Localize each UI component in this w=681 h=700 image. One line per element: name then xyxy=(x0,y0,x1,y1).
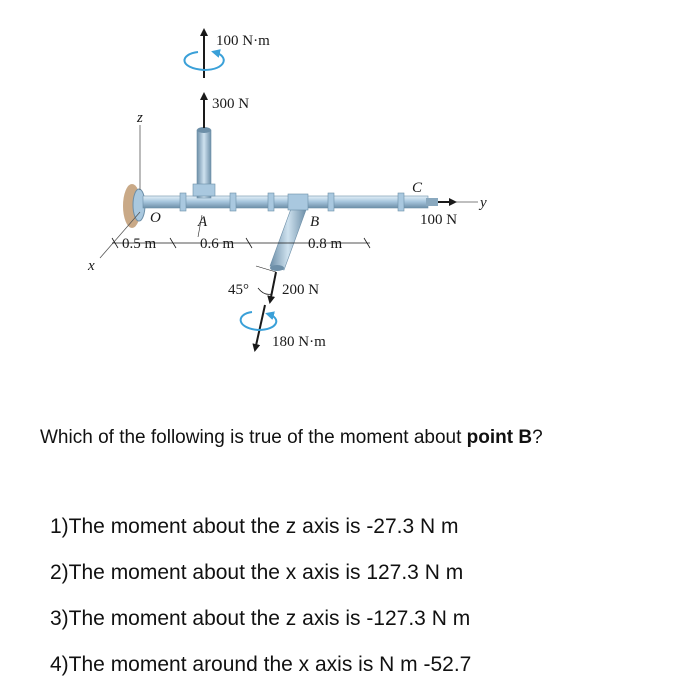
option-4[interactable]: 4)The moment around the x axis is N m -52.7 xyxy=(50,653,472,676)
angle-arc xyxy=(258,288,272,294)
pipe-branch-b xyxy=(270,206,306,270)
question-suffix: ? xyxy=(532,427,543,448)
coupling xyxy=(230,193,236,211)
point-a-label: A xyxy=(198,214,208,230)
moment-bottom-label: 180 N·m xyxy=(272,334,326,350)
point-o-label: O xyxy=(150,210,161,226)
dim-3-label: 0.8 m xyxy=(308,236,343,252)
coupling xyxy=(268,193,274,211)
force-200-arrow xyxy=(270,272,276,302)
option-2[interactable]: 2)The moment about the x axis is 127.3 N m xyxy=(50,561,464,584)
coupling xyxy=(398,193,404,211)
x-axis-label: x xyxy=(88,258,95,274)
moment-180-arrow xyxy=(255,305,265,350)
dim-2-label: 0.6 m xyxy=(200,236,235,252)
y-axis-label: y xyxy=(480,195,487,211)
force-right-label: 100 N xyxy=(420,212,458,228)
branch-end-cap xyxy=(270,265,284,271)
point-b-label: B xyxy=(310,214,320,230)
option-1[interactable]: 1)The moment about the z axis is -27.3 N m xyxy=(50,515,459,538)
point-c-label: C xyxy=(412,180,423,196)
tee-b xyxy=(288,194,308,210)
pipe-end-c xyxy=(426,198,438,206)
option-3[interactable]: 3)The moment about the z axis is -127.3 N m xyxy=(50,607,471,630)
force-top-label: 300 N xyxy=(212,96,250,112)
moment-top-label: 100 N·m xyxy=(216,33,270,49)
moment-180-rotation xyxy=(241,312,277,330)
angle-label: 45° xyxy=(228,282,249,298)
dim-1-label: 0.5 m xyxy=(122,236,157,252)
question-bold: point B xyxy=(466,427,533,448)
coupling xyxy=(180,193,186,211)
z-axis-label: z xyxy=(137,110,143,126)
question-prefix: Which of the following is true of the moment about xyxy=(40,427,467,448)
tee-a xyxy=(193,184,215,196)
coupling xyxy=(328,193,334,211)
force-bottom-label: 200 N xyxy=(282,282,320,298)
question-text xyxy=(40,427,543,449)
